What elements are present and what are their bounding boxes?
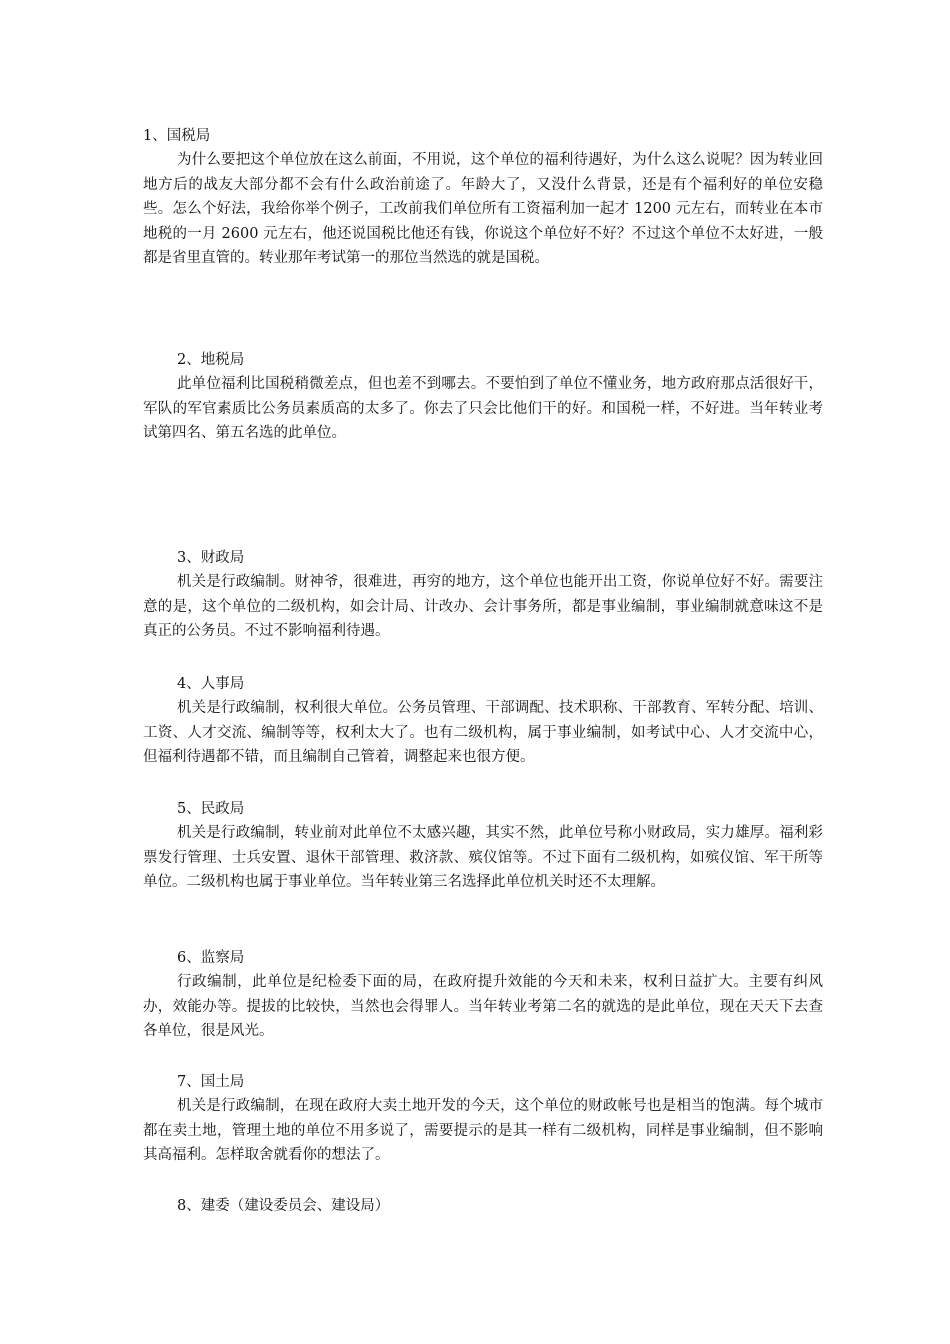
section-paragraph: 机关是行政编制。财神爷，很难进，再穷的地方，这个单位也能开出工资，你说单位好不好。需要注意的是，这个单位的二级机构，如会计局、计改办、会计事务所，都是事业编制，事业编制就意味这不是真正的公务员。不过不影响福利待遇。 <box>143 574 823 639</box>
section-paragraph: 机关是行政编制，权利很大单位。公务员管理、干部调配、技术职称、干部教育、军转分配、培训、工资、人才交流、编制等等，权利太大了。也有二级机构，属于事业编制，如考试中心、人才交流中心，但福利待遇都不错，而且编制自己管着，调整起来也很方便。 <box>143 700 823 765</box>
section-renshi <box>143 672 823 770</box>
section-jianwei <box>143 1194 823 1218</box>
section-caizheng <box>143 546 823 644</box>
section-heading: 4、人事局 <box>177 676 245 692</box>
section-heading: 2、地税局 <box>177 352 245 368</box>
section-heading: 5、民政局 <box>177 801 245 817</box>
section-heading: 3、财政局 <box>177 550 245 566</box>
section-guotu <box>143 1070 823 1168</box>
section-heading: 7、国土局 <box>177 1074 245 1090</box>
section-jiancha <box>143 946 823 1044</box>
section-heading: 1、国税局 <box>143 128 211 144</box>
section-paragraph: 为什么要把这个单位放在这么前面，不用说，这个单位的福利待遇好，为什么这么说呢？因为转业回地方后的战友大部分都不会有什么政治前途了。年龄大了，又没什么背景，还是有个福利好的单位安稳些。怎么个好法，我给你举个例子，工改前我们单位所有工资福利加一起才 1200 元左右，而转业在本市地税的一月 2600 元左右，他还说国税比他还有钱，你说这个单位好不好？不过这个单位不太好进，一般都是省里直管的。转业那年考试第一的那位当然选的就是国税。 <box>143 152 823 266</box>
section-minzheng <box>143 797 823 895</box>
section-heading: 6、监察局 <box>177 950 245 966</box>
section-guoshui <box>143 124 823 271</box>
section-paragraph: 机关是行政编制，转业前对此单位不太感兴趣，其实不然，此单位号称小财政局，实力雄厚。福利彩票发行管理、士兵安置、退休干部管理、救济款、殡仪馆等。不过下面有二级机构，如殡仪馆、军干所等单位。二级机构也属于事业单位。当年转业第三名选择此单位机关时还不太理解。 <box>143 825 823 890</box>
section-paragraph: 行政编制，此单位是纪检委下面的局，在政府提升效能的今天和未来，权利日益扩大。主要有纠风办，效能办等。提拔的比较快，当然也会得罪人。当年转业考第二名的就选的是此单位，现在天天下去查各单位，很是风光。 <box>143 974 823 1039</box>
section-heading: 8、建委（建设委员会、建设局） <box>177 1198 390 1214</box>
section-dishui <box>143 348 823 446</box>
section-paragraph: 此单位福利比国税稍微差点，但也差不到哪去。不要怕到了单位不懂业务，地方政府那点活很好干，军队的军官素质比公务员素质高的太多了。你去了只会比他们干的好。和国税一样，不好进。当年转业考试第四名、第五名选的此单位。 <box>143 376 823 441</box>
section-paragraph: 机关是行政编制，在现在政府大卖土地开发的今天，这个单位的财政帐号也是相当的饱满。每个城市都在卖土地，管理土地的单位不用多说了，需要提示的是其一样有二级机构，同样是事业编制，但不影响其高福利。怎样取舍就看你的想法了。 <box>143 1098 823 1163</box>
